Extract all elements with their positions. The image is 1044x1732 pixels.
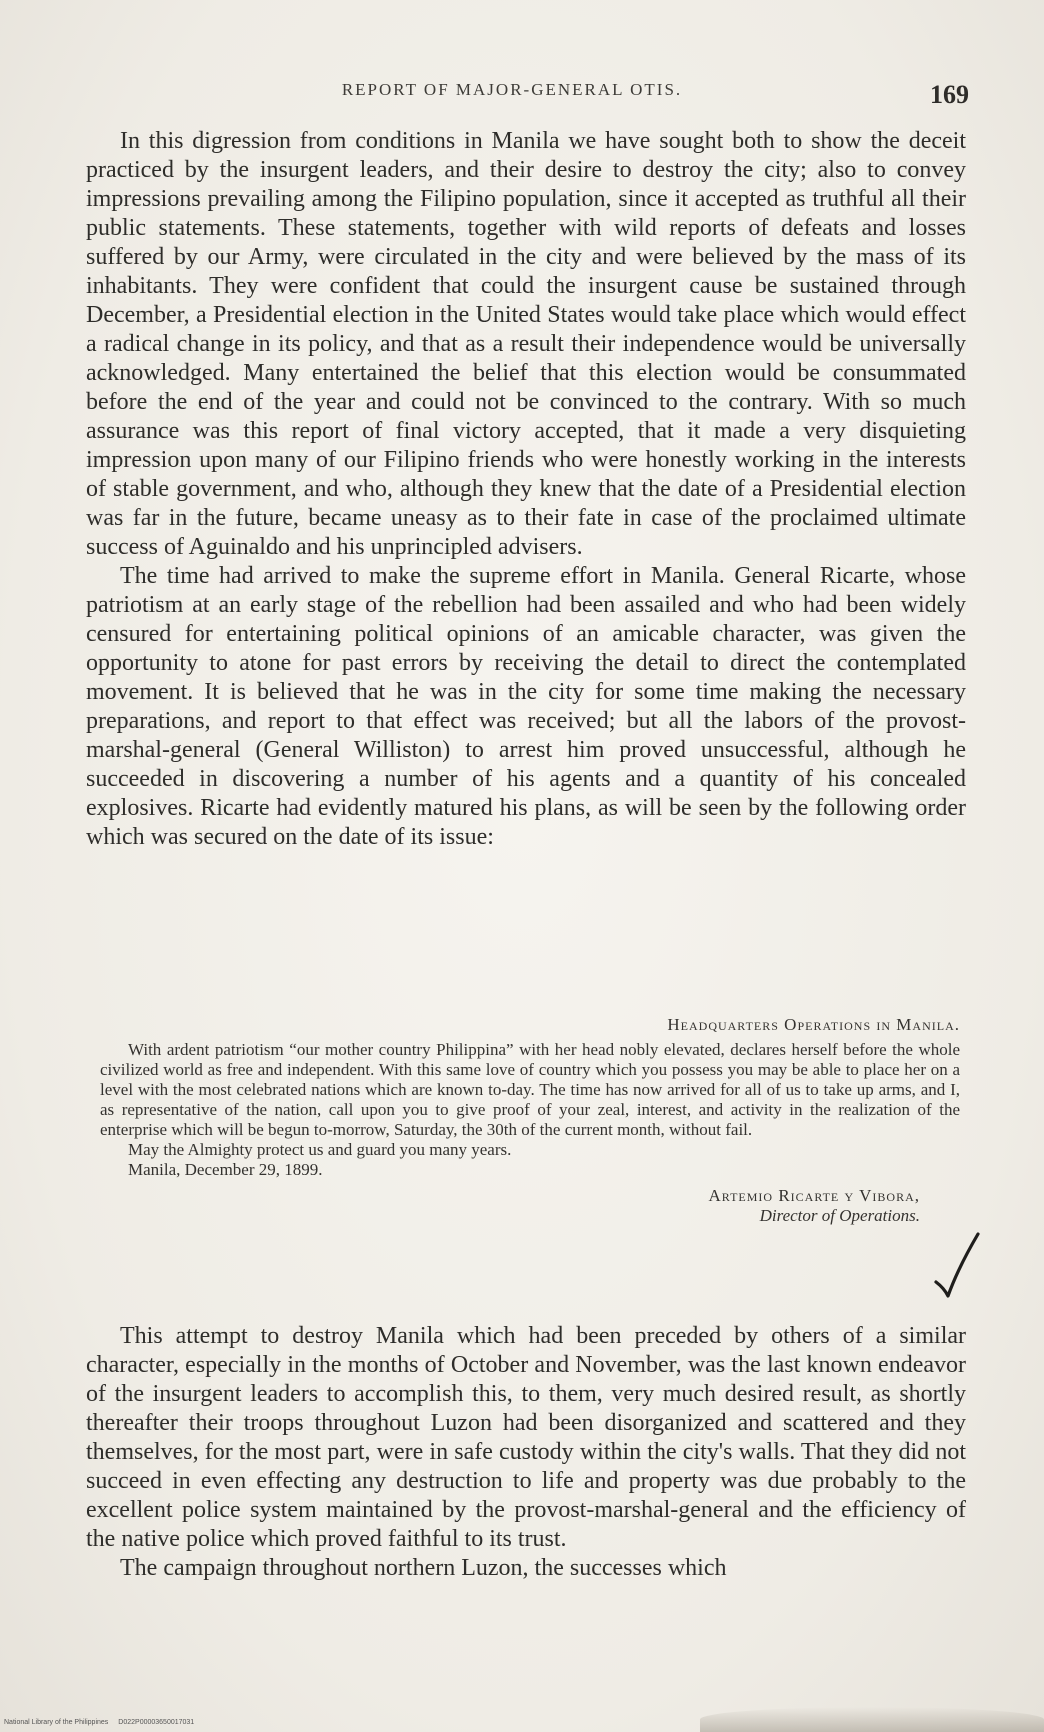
paragraph: This attempt to destroy Manila which had been preceded by others of a similar character, especially in the months of October and November, was the last known endeavor of the insurgent leaders to accomplish this, to them, very much desired result, as shortly thereafter their troops throughout Luzon had been disorganized and scattered and they themselves, for the most part, were in safe custody within the city's walls. That they did not succeed in even effecting any destruction to life and property was due probably to the excellent police system maintained by the provost-marshal-general and the efficiency of the native police which proved faithful to its trust. xyxy=(86,1323,966,1552)
order-signature: Artemio Ricarte y Vibora, xyxy=(708,1186,920,1205)
body-text-bottom xyxy=(86,1322,966,1583)
footer-code: D022P00003650017031 xyxy=(118,1719,195,1726)
scan-edge-shadow xyxy=(700,1707,1044,1732)
handwritten-checkmark-icon xyxy=(932,1230,980,1300)
quoted-order xyxy=(100,1015,960,1226)
order-signature-title: Director of Operations. xyxy=(759,1206,920,1225)
order-closing: May the Almighty protect us and guard you many years. xyxy=(128,1140,512,1159)
page-header xyxy=(115,80,969,110)
paragraph: The campaign throughout northern Luzon, the successes which xyxy=(120,1555,727,1581)
scan-footer xyxy=(4,1719,194,1726)
running-head: REPORT OF MAJOR-GENERAL OTIS. xyxy=(341,80,683,99)
footer-library: National Library of the Philippines xyxy=(4,1719,109,1726)
page-number: 169 xyxy=(930,80,969,109)
order-body: With ardent patriotism “our mother country Philippina” with her head nobly elevated, declares herself before the whole civilized world as free and independent. With this same love of country which you possess you may be able to place her on a level with the most celebrated nations which are known to-day. The time has now arrived for all of us to take up arms, and I, as representative of the nation, call upon you to give proof of your zeal, interest, and activity in the realization of the enterprise which will be begun to-morrow, Saturday, the 30th of the current month, without fail. xyxy=(100,1040,960,1139)
paragraph: The time had arrived to make the supreme effort in Manila. General Ricarte, whose patriotism at an early stage of the rebellion had been assailed and who had been widely censured for entertaining political opinions of an amicable character, was given the opportunity to atone for past errors by receiving the detail to direct the contemplated movement. It is believed that he was in the city for some time making the necessary preparations, and report to that effect was received; but all the labors of the provost-marshal-general (General Williston) to arrest him proved unsuccessful, although he succeeded in discovering a number of his agents and a quantity of his concealed explosives. Ricarte had evidently matured his plans, as will be seen by the following order which was secured on the date of its issue: xyxy=(86,563,966,850)
paragraph: In this digression from conditions in Manila we have sought both to show the deceit practiced by the insurgent leaders, and their desire to destroy the city; also to convey impressions prevailing among the Filipino population, since it accepted as truthful all their public statements. These statements, together with wild reports of defeats and losses suffered by our Army, were circulated in the city and were believed by the mass of its inhabitants. They were confident that could the insurgent cause be sustained through December, a Presidential election in the United States would take place which would effect a radical change in its policy, and that as a result their independence would be universally acknowledged. Many entertained the belief that this election would be consummated before the end of the year and could not be convinced to the contrary. With so much assurance was this report of final victory accepted, that it made a very disquieting impression upon many of our Filipino friends who were honestly working in the interests of stable government, and who, although they knew that the date of a Presidential election was far in the future, became uneasy as to their fate in case of the proclaimed ultimate success of Aguinaldo and his unprincipled advisers. xyxy=(86,128,966,560)
order-place-date: Manila, December 29, 1899. xyxy=(128,1160,323,1179)
body-text-top xyxy=(86,127,966,852)
order-heading: Headquarters Operations in Manila. xyxy=(667,1015,960,1034)
